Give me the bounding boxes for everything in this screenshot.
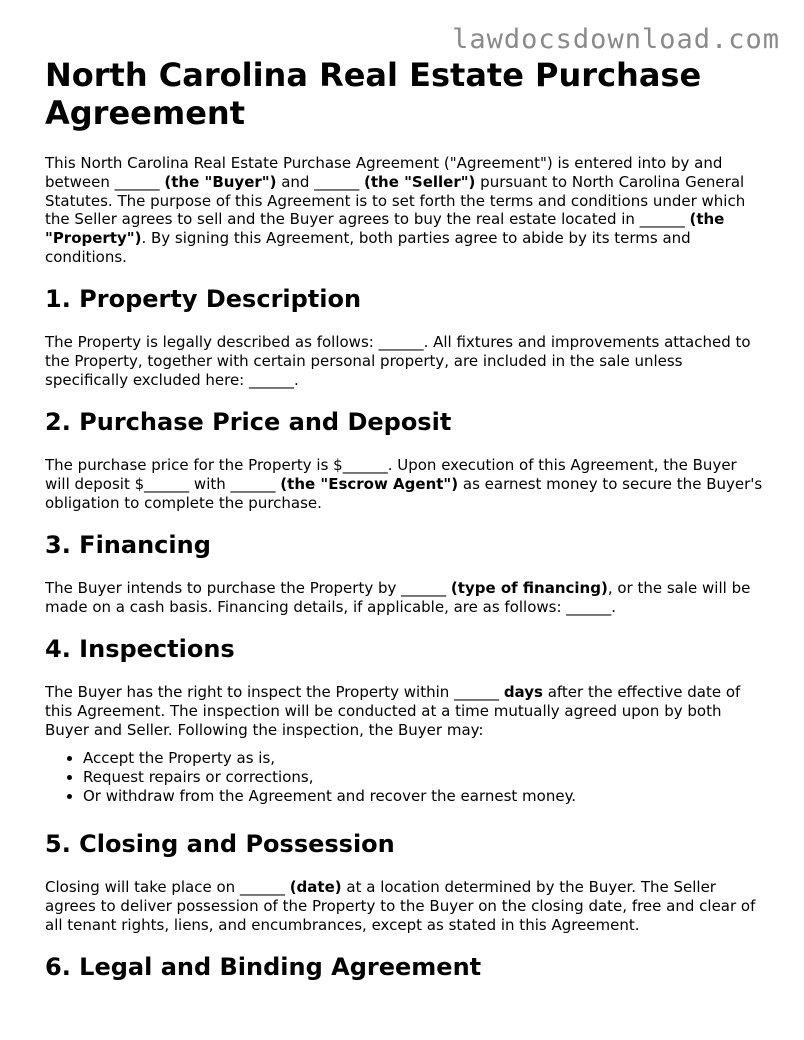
section-2-body [45, 456, 765, 512]
days-label: days [503, 683, 543, 701]
seller-label: (the "Seller") [363, 172, 476, 191]
list-item: • Request repairs or corrections, [83, 768, 765, 787]
watermark: lawdocsdownload.com [452, 24, 780, 55]
section-2-heading: 2. Purchase Price and Deposit [45, 408, 452, 436]
section-4-heading: 4. Inspections [45, 635, 235, 663]
section-4-text-2: after the effective date of this Agreement. The inspection will be conducted at a time mutually agreed upon by both Buyer and Seller. Following the inspection, the Buyer may: [45, 683, 741, 739]
section-5-text-1: Closing will take place on ______ [45, 878, 290, 896]
intro-text-1: This North Carolina Real Estate Purchase Agreement ("Agreement") is entered into by and between ______ [45, 154, 723, 191]
date-label: (date) [289, 878, 342, 896]
section-2-text-2: as earnest money to secure the Buyer's obligation to complete the purchase. [45, 474, 763, 512]
section-1-text: The Property is legally described as follows: ______. All fixtures and improvements attached to the Property, together with certain personal property, are included in the sale unless specifically excluded here: ______. [45, 333, 751, 389]
section-3-heading: 3. Financing [45, 531, 211, 559]
section-1-heading: 1. Property Description [45, 285, 362, 313]
list-item: • Accept the Property as is, [83, 749, 765, 768]
section-6-heading: 6. Legal and Binding Agreement [45, 953, 482, 981]
section-3-text-1: The Buyer intends to purchase the Property by ______ [45, 579, 451, 597]
section-5-body [45, 878, 765, 934]
section-5-heading: 5. Closing and Possession [45, 830, 395, 858]
section-3-text-2: , or the sale will be made on a cash basis. Financing details, if applicable, are as follows: ______. [45, 579, 751, 616]
section-4-text-1: The Buyer has the right to inspect the Property within ______ [45, 683, 504, 701]
intro-text-2: and ______ [276, 172, 364, 191]
financing-type-label: (type of financing) [450, 579, 608, 597]
intro-text-4: . By signing this Agreement, both parties agree to abide by its terms and conditions. [45, 229, 691, 266]
section-3-body [45, 579, 765, 617]
escrow-agent-label: (the "Escrow Agent") [280, 474, 459, 493]
section-5-text-2: at a location determined by the Buyer. The Seller agrees to deliver possession of the Property to the Buyer on the closing date, free and clear of all tenant rights, liens, and encumbrances, except as stated in this Agreement. [45, 878, 756, 934]
list-item: • Or withdraw from the Agreement and recover the earnest money. [83, 787, 765, 806]
inspection-options-list [45, 749, 765, 805]
intro-text-3: pursuant to North Carolina General Statutes. The purpose of this Agreement is to set forth the terms and conditions under which the Seller agrees to sell and the Buyer agrees to buy the real estate located in ______ [45, 172, 746, 229]
section-4-body [45, 683, 765, 806]
section-1-body [45, 333, 765, 389]
section-2-text-1: The purchase price for the Property is $______. Upon execution of this Agreement, the Buyer will deposit $______ with ______ [45, 456, 737, 493]
buyer-label: (the "Buyer") [164, 172, 277, 191]
page-title: North Carolina Real Estate Purchase Agreement [45, 56, 702, 132]
intro-paragraph [45, 154, 765, 267]
property-label: (the "Property") [45, 210, 725, 248]
